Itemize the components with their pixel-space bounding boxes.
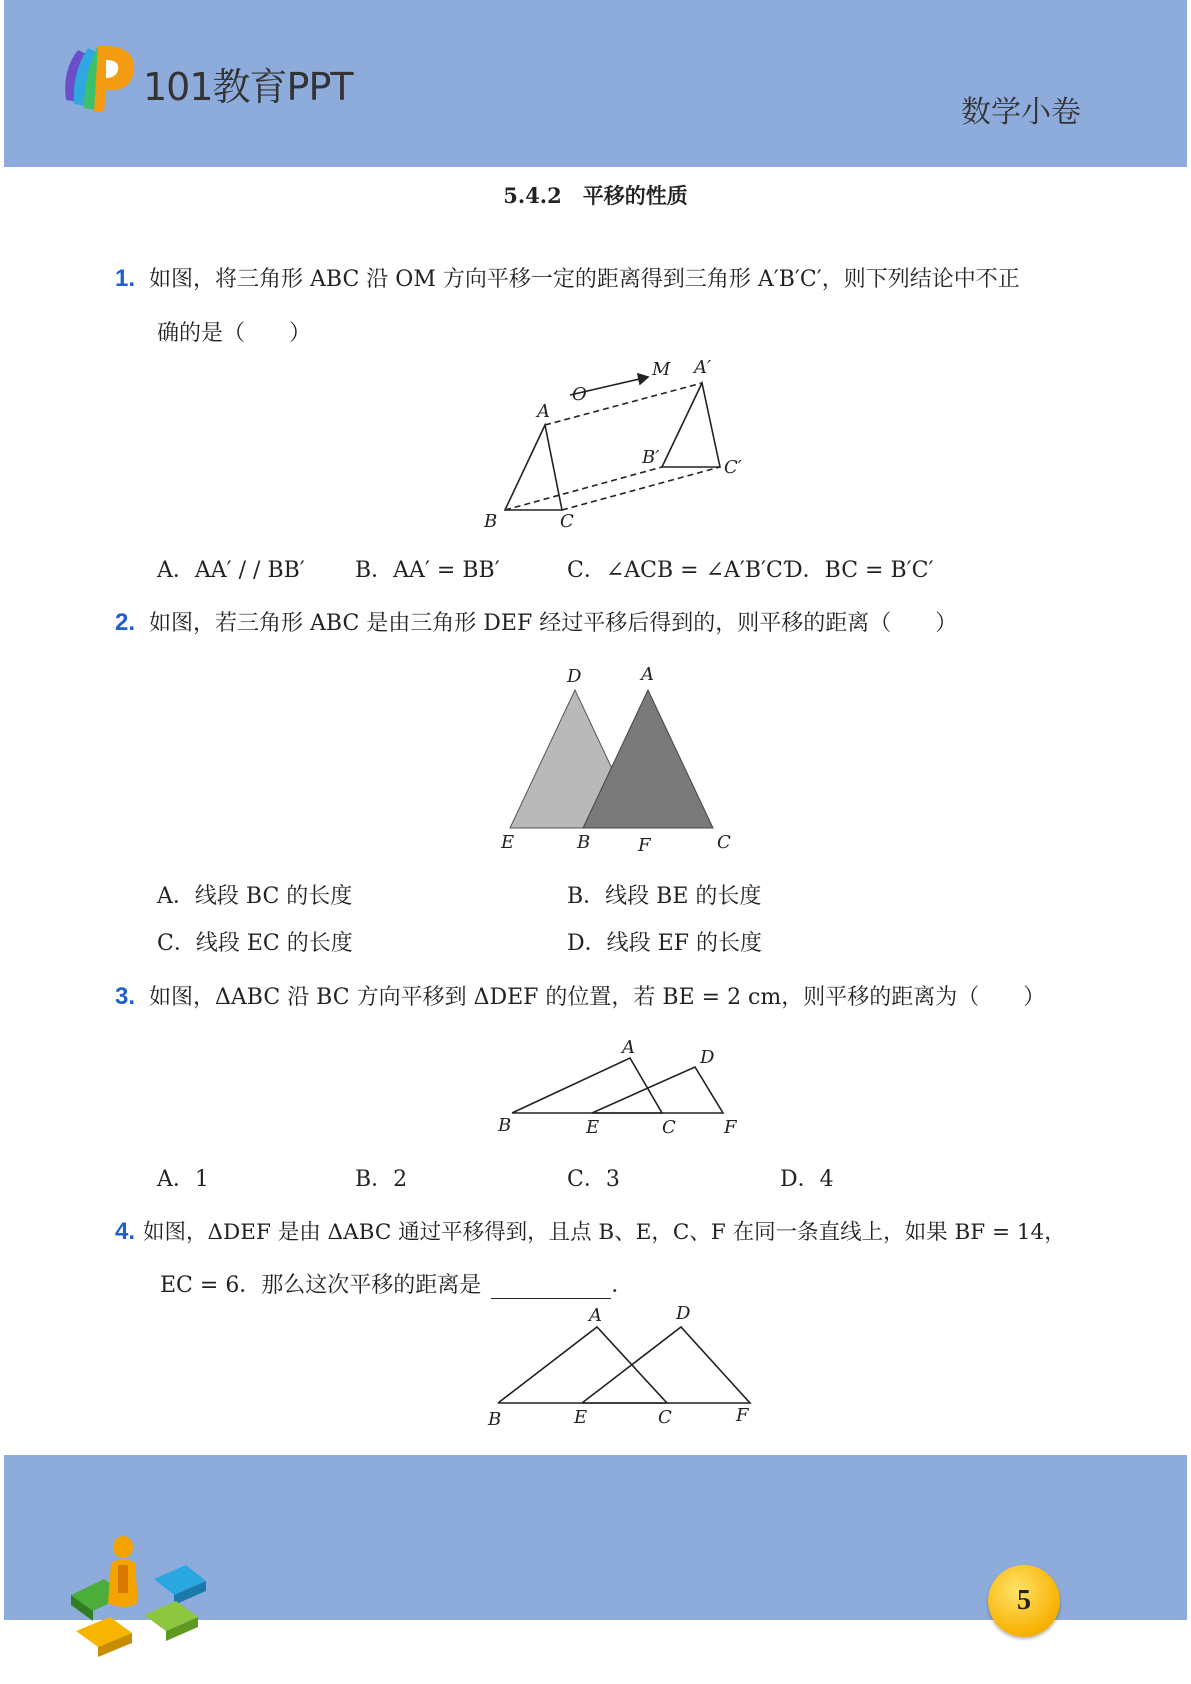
label-d: D — [676, 1305, 691, 1324]
answer-blank[interactable] — [491, 1278, 611, 1299]
question-text: 如图，若三角形 ABC 是由三角形 DEF 经过平移后得到的，则平移的距离（ ） — [149, 611, 958, 636]
figure-3 — [490, 1035, 750, 1145]
q1-option-b[interactable]: B．AA′ = BB′ — [355, 558, 500, 583]
label-f: F — [638, 835, 651, 856]
question-text: 如图，ΔABC 沿 BC 方向平移到 ΔDEF 的位置，若 BE = 2 cm，则平移的距离为（ ） — [149, 985, 1046, 1010]
label-b: B — [484, 511, 498, 532]
label-a: A — [537, 401, 550, 422]
question-3 — [115, 980, 1045, 1011]
label-e: E — [501, 832, 515, 853]
label-f: F — [724, 1117, 737, 1138]
question-number: 2. — [115, 609, 136, 636]
label-b: B — [488, 1409, 502, 1430]
q3-option-c[interactable]: C．3 — [567, 1167, 620, 1192]
question-number: 1. — [115, 265, 136, 292]
question-text: EC = 6．那么这次平移的距离是 — [160, 1273, 482, 1298]
label-f: F — [736, 1405, 749, 1426]
q3-option-a[interactable]: A．1 — [157, 1167, 209, 1192]
label-c: C — [560, 511, 574, 532]
label-c: C — [658, 1407, 672, 1428]
label-a: A — [589, 1305, 602, 1326]
label-a1: A′ — [694, 357, 712, 378]
question-number: 3. — [115, 983, 136, 1010]
q3-option-d[interactable]: D．4 — [780, 1167, 834, 1192]
label-b1: B′ — [642, 447, 660, 468]
label-c: C — [662, 1117, 676, 1138]
q1-option-c[interactable]: C．∠ACB = ∠A′B′C′ — [567, 558, 788, 583]
header-tag: 数学小卷 — [961, 95, 1081, 130]
question-number: 4. — [115, 1218, 136, 1245]
figure-1 — [480, 355, 760, 535]
label-a: A — [641, 664, 654, 685]
triangle-a1b1c1 — [662, 383, 720, 467]
label-e: E — [586, 1117, 600, 1138]
label-d: D — [700, 1047, 715, 1068]
label-m: M — [652, 359, 671, 380]
question-4 — [115, 1215, 1066, 1246]
question-2 — [115, 606, 957, 637]
figure-4 — [480, 1305, 760, 1435]
q3-option-b[interactable]: B．2 — [355, 1167, 408, 1192]
label-b: B — [498, 1115, 512, 1136]
label-a: A — [622, 1037, 635, 1058]
label-b: B — [577, 832, 591, 853]
triangle-abc — [498, 1327, 667, 1403]
page-title: 5.4.2 平移的性质 — [503, 183, 688, 208]
figure-2 — [495, 660, 755, 860]
question-1-continuation: 确的是（ ） — [157, 321, 312, 346]
q1-option-d[interactable]: D．BC = B′C′ — [785, 558, 934, 583]
question-4-continuation: EC = 6．那么这次平移的距离是 ． — [160, 1273, 634, 1298]
q2-option-c[interactable]: C．线段 EC 的长度 — [157, 931, 353, 956]
label-d: D — [567, 666, 582, 687]
q1-option-a[interactable]: A．AA′ / / BB′ — [157, 558, 305, 583]
q2-option-b[interactable]: B．线段 BE 的长度 — [567, 884, 762, 909]
triangle-abc — [512, 1058, 662, 1113]
q2-option-a[interactable]: A．线段 BC 的长度 — [157, 884, 353, 909]
label-e: E — [574, 1407, 588, 1428]
question-text: 如图，ΔDEF 是由 ΔABC 通过平移得到，且点 B、E，C、F 在同一条直线上，如果 BF = 14， — [143, 1220, 1066, 1245]
question-1 — [115, 262, 1020, 293]
brand-name: 101教育PPT — [143, 65, 353, 109]
label-o: O — [572, 384, 587, 405]
question-text: 如图，将三角形 ABC 沿 OM 方向平移一定的距离得到三角形 A′B′C′，则下列结论中不正 — [149, 267, 1020, 292]
brand-logo-icon — [58, 40, 138, 116]
page-number: 5 — [988, 1565, 1060, 1637]
label-c1: C′ — [724, 457, 742, 478]
education-blocks-icon — [66, 1535, 216, 1675]
label-c: C — [717, 832, 731, 853]
q2-option-d[interactable]: D．线段 EF 的长度 — [567, 931, 762, 956]
